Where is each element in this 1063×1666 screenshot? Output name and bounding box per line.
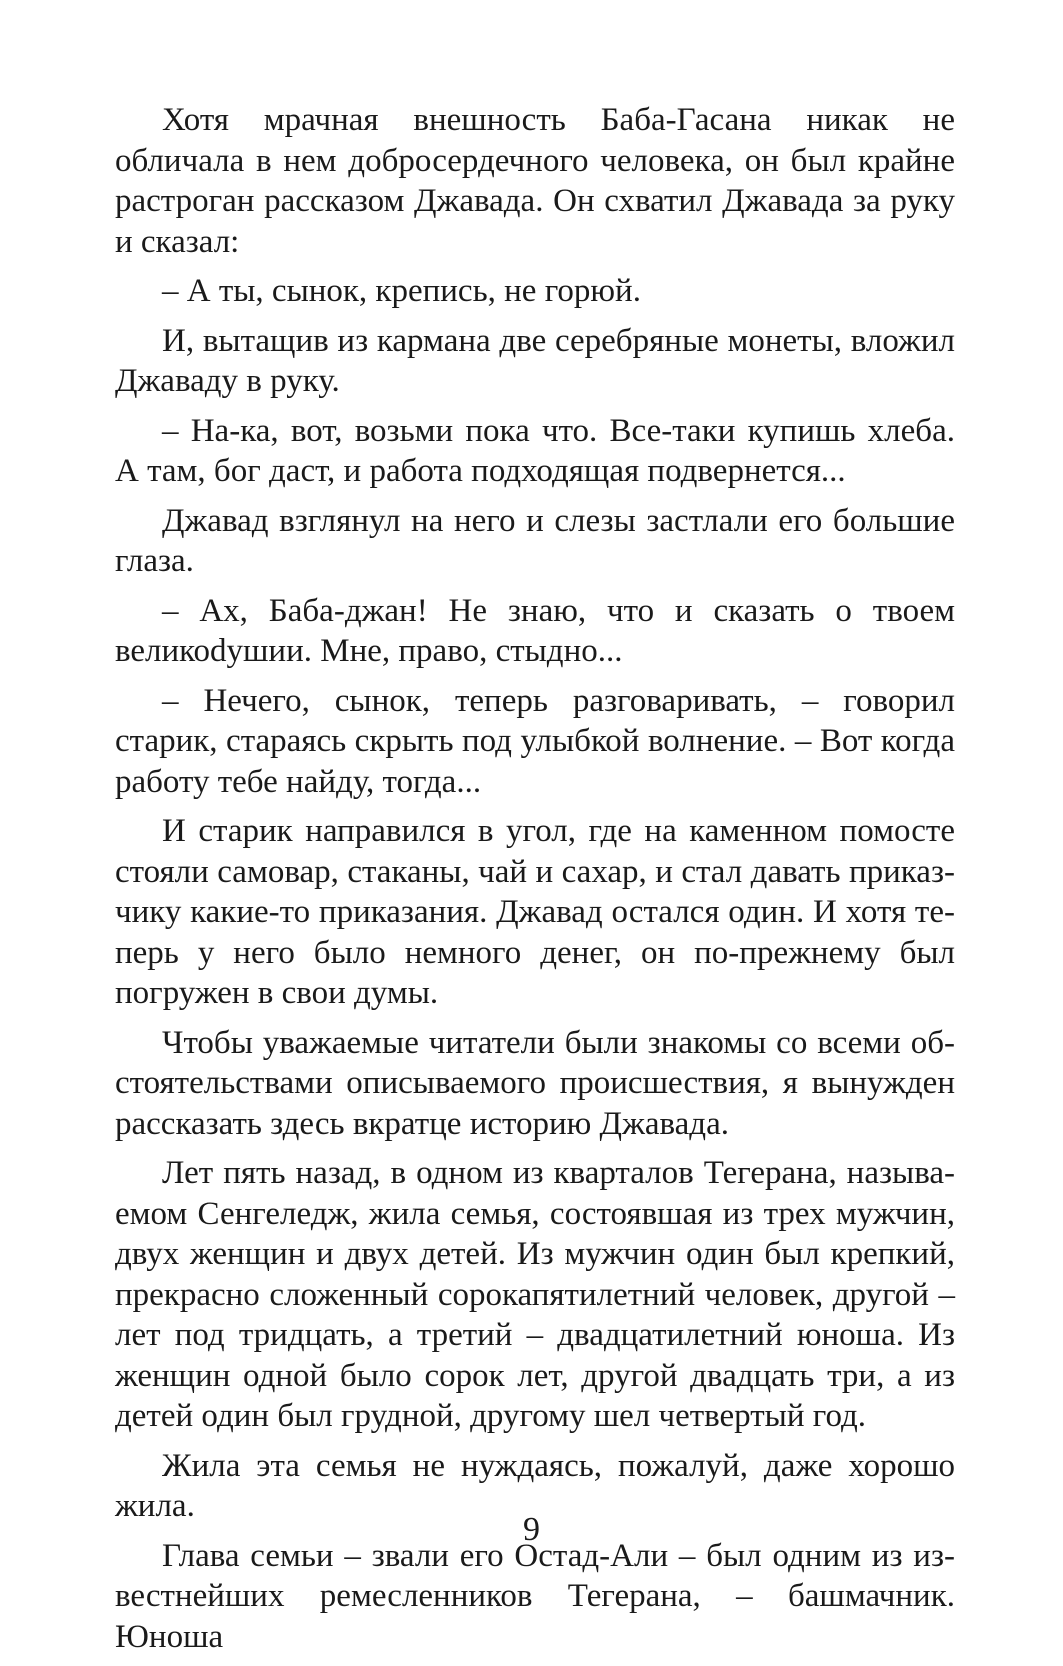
paragraph-8: И старик направился в угол, где на каменном помосте стояли самовар, стаканы, чай и сахар, и стал давать приказчику какие-то приказания. Джавад остался один. И хотя теперь у него было немного денег, он по-прежнему был погружен в свои думы.	[115, 813, 955, 1011]
paragraph-6: – Ах, Баба-джан! Не знаю, что и сказать о твоем великоdушии. Мне, право, стыдно...	[115, 592, 955, 669]
paragraph-7: – Нечего, сынок, теперь разговаривать, – говорил старик, стараясь скрыть под улыбкой волнение. – Вот когда работу тебе найду, тогда...	[115, 682, 955, 800]
paragraph-12: Глава семьи – звали его Остад-Али – был одним из известнейших ремесленников Тегерана, – башмачник. Юноша	[115, 1537, 955, 1655]
paragraph-2: – А ты, сынок, крепись, не горюй.	[162, 273, 641, 309]
paragraph-3: И, вытащив из кармана две серебряные монеты, вложил Джаваду в руку.	[115, 322, 955, 399]
page-body	[115, 100, 955, 1666]
paragraph-1: Хотя мрачная внешность Баба-Гасана никак не обличала в нем добросердечного человека, он был крайне растроган рассказом Джавада. Он схватил Джавада за руку и сказал:	[115, 102, 955, 260]
paragraph-9: Чтобы уважаемые читатели были знакомы со всеми обстоятельствами описываемого происшествия, я вынужден рассказать здесь вкратце историю Джавада.	[115, 1024, 955, 1142]
paragraph-4: – На-ка, вот, возьми пока что. Все-таки купишь хлеба. А там, бог даст, и работа подходящая подвернется...	[115, 412, 955, 489]
paragraph-11: Жила эта семья не нуждаясь, пожалуй, даже хорошо жила.	[115, 1447, 955, 1524]
paragraph-10: Лет пять назад, в одном из кварталов Тегерана, называемом Сенгеледж, жила семья, состоявшая из трех мужчин, двух женщин и двух детей. Из мужчин один был крепкий, прекрасно сложенный сорокапятилетний человек, другой – лет под тридцать, а третий – двадцатилетний юноша. Из женщин одной было сорок лет, другой двадцать три, а из детей один был грудной, другому шел четвертый год.	[115, 1155, 955, 1434]
paragraph-5: Джавад взглянул на него и слезы застлали его большие глаза.	[115, 502, 955, 579]
page-number: 9	[523, 1511, 540, 1548]
